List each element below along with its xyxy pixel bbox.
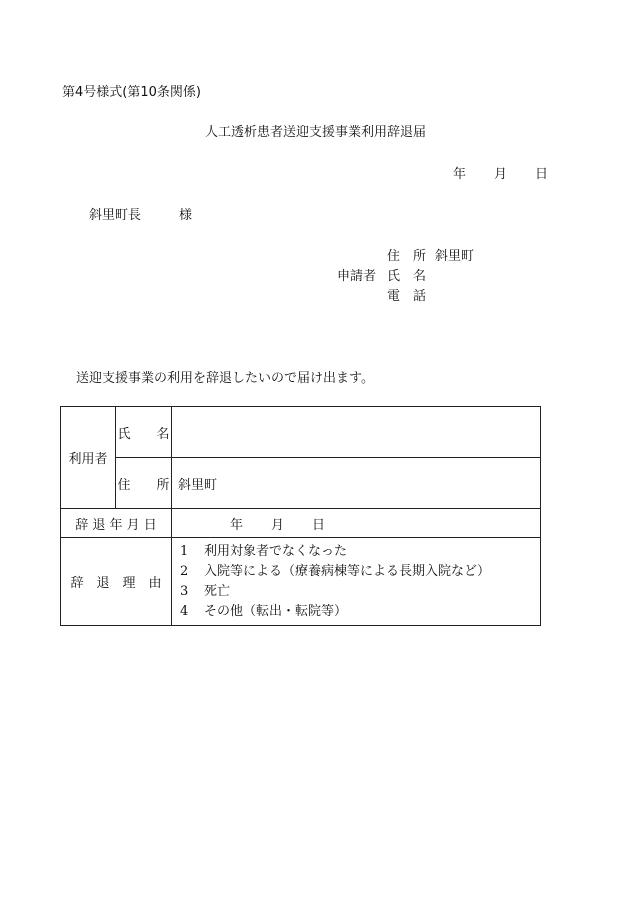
withdrawal-year-label: 年	[230, 517, 244, 533]
reason-option[interactable]: 4 その他（転出・転院等）	[180, 603, 348, 619]
applicant-address-row	[337, 249, 474, 265]
user-name-field[interactable]	[172, 407, 541, 458]
reason-option[interactable]: 2 入院等による（療養病棟等による長期入院など）	[180, 563, 491, 579]
addressee	[89, 208, 192, 224]
reason-option[interactable]: 1 利用対象者でなくなった	[180, 543, 348, 559]
applicant-address-label: 住 所	[387, 249, 427, 264]
applicant-name-label: 氏 名	[387, 269, 427, 284]
applicant-phone-row	[337, 289, 435, 305]
applicant-address-value: 斜里町	[435, 249, 475, 264]
reason-list	[172, 538, 541, 626]
table-row	[61, 407, 541, 458]
user-name-label: 氏 名	[116, 407, 172, 458]
withdrawal-date-label: 辞 退 年 月 日	[61, 509, 172, 538]
statement: 送迎支援事業の利用を辞退したいので届け出ます。	[76, 371, 374, 386]
user-address-label: 住 所	[116, 458, 172, 509]
withdrawal-day-label: 日	[312, 517, 326, 533]
table-row	[61, 458, 541, 509]
date-month-label: 月	[494, 167, 508, 182]
table-row	[61, 538, 541, 626]
date-day-label: 日	[535, 167, 549, 182]
withdrawal-table	[60, 406, 541, 626]
form-number: 第4号様式(第10条関係)	[62, 85, 201, 100]
applicant-phone-label: 電 話	[387, 289, 427, 304]
applicant-role: 申請者	[337, 269, 377, 284]
user-header: 利用者	[61, 407, 116, 509]
applicant-name-row	[337, 269, 435, 285]
submission-date	[453, 167, 548, 183]
addressee-name: 斜里町長	[89, 208, 142, 223]
withdrawal-date-field[interactable]	[172, 509, 541, 538]
withdrawal-reason-label: 辞 退 理 由	[61, 538, 172, 626]
withdrawal-month-label: 月	[271, 517, 285, 533]
document-title: 人工透析患者送迎支援事業利用辞退届	[205, 125, 427, 140]
date-year-label: 年	[453, 167, 467, 182]
reason-option[interactable]: 3 死亡	[180, 583, 231, 599]
user-address-field[interactable]: 斜里町	[172, 458, 541, 509]
table-row	[61, 509, 541, 538]
addressee-honorific: 様	[179, 208, 193, 223]
